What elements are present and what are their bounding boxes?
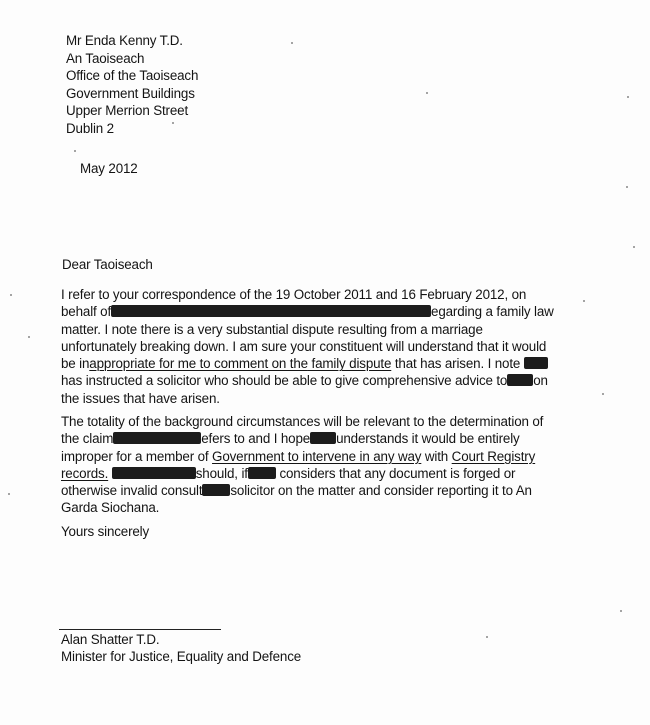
redaction-block — [507, 374, 533, 386]
scan-speck — [291, 42, 293, 44]
body-paragraph-2 — [61, 413, 626, 517]
p2-line-4 — [61, 465, 626, 482]
p1-line-6-a: has instructed a solicitor who should be able to give comprehensive advice to — [61, 373, 508, 389]
scan-speck — [8, 493, 10, 495]
recipient-street: Upper Merrion Street — [66, 103, 189, 118]
scan-speck — [602, 393, 604, 395]
recipient-office: Office of the Taoiseach — [66, 68, 199, 83]
scan-speck — [626, 186, 628, 188]
scan-speck — [583, 300, 585, 302]
redaction-block — [112, 467, 196, 479]
p2-line-2-b: efers to and I hope — [201, 431, 311, 447]
p2-line-5-b: solicitor on the matter and consider reporting it to An — [230, 483, 532, 499]
letter-date: May 2012 — [80, 161, 138, 176]
redaction-block — [248, 467, 276, 479]
signer-block — [61, 631, 301, 665]
recipient-title: An Taoiseach — [66, 50, 145, 66]
redaction-block — [113, 432, 201, 444]
scan-speck — [620, 610, 622, 612]
scan-speck — [426, 92, 428, 94]
p1-line-1: I refer to your correspondence of the 19 October 2011 and 16 February 2012, on — [61, 287, 527, 302]
p2-line-5-a: otherwise invalid consult — [61, 483, 203, 499]
p2-line-4-c: considers that any document is forged or — [279, 465, 516, 481]
closing: Yours sincerely — [61, 524, 150, 539]
scan-speck — [10, 294, 12, 296]
p1-line-5-a: be in — [61, 356, 90, 372]
p2-line-2-a: the claim — [61, 431, 114, 447]
recipient-city: Dublin 2 — [66, 120, 114, 136]
p1-line-5-d: that has arisen. I note — [391, 356, 521, 372]
scan-speck — [74, 150, 76, 152]
p1-line-2-a: behalf of — [61, 304, 112, 320]
signer-role: Minister for Justice, Equality and Defence — [61, 649, 302, 664]
body-paragraph-1 — [61, 286, 621, 407]
redaction-block — [111, 305, 431, 317]
redaction-block — [202, 484, 230, 496]
p2-line-6: Garda Siochana. — [61, 500, 160, 516]
signature-line — [59, 629, 221, 630]
redaction-block — [524, 357, 548, 369]
scan-speck — [486, 636, 488, 638]
p1-line-7: the issues that have arisen. — [61, 390, 220, 406]
p1-line-2-b: egarding a family law — [431, 304, 554, 320]
p2-line-1: The totality of the background circumstances will be relevant to the determination of — [61, 414, 544, 429]
underlined-text: family dispute — [307, 356, 392, 372]
p1-line-4: unfortunately breaking down. I am sure your constituent will understand that it would — [61, 338, 547, 354]
p1-line-3: matter. I note there is a very substantial dispute resulting from a marriage — [61, 321, 483, 337]
p1-line-6 — [61, 372, 621, 389]
recipient-address — [66, 32, 198, 137]
p2-line-2 — [61, 430, 626, 447]
p1-line-5 — [61, 355, 621, 372]
p1-line-2 — [61, 303, 621, 320]
recipient-building: Government Buildings — [66, 85, 195, 101]
p1-line-6-b: on — [533, 373, 548, 389]
scan-speck — [633, 246, 635, 248]
scan-speck — [28, 336, 30, 338]
redaction-block — [310, 432, 336, 444]
recipient-name: Mr Enda Kenny T.D. — [66, 33, 183, 48]
p2-line-3 — [61, 448, 626, 465]
underlined-text: appropriate for me to comment on the — [89, 356, 308, 372]
underlined-text: Government to intervene in any way — [212, 448, 422, 464]
p2-line-3-a: improper for a member of — [61, 448, 213, 464]
p2-line-2-c: understands it would be entirely — [336, 431, 520, 447]
p2-line-5 — [61, 482, 626, 499]
underlined-text: Court Registry — [451, 448, 536, 464]
p2-line-3-c: with — [421, 448, 452, 464]
p2-line-4-b: should, if — [195, 465, 248, 481]
underlined-text: records. — [61, 465, 109, 481]
scan-speck — [627, 96, 629, 98]
scan-speck — [172, 122, 174, 124]
salutation: Dear Taoiseach — [62, 257, 153, 272]
signer-name: Alan Shatter T.D. — [61, 632, 160, 647]
